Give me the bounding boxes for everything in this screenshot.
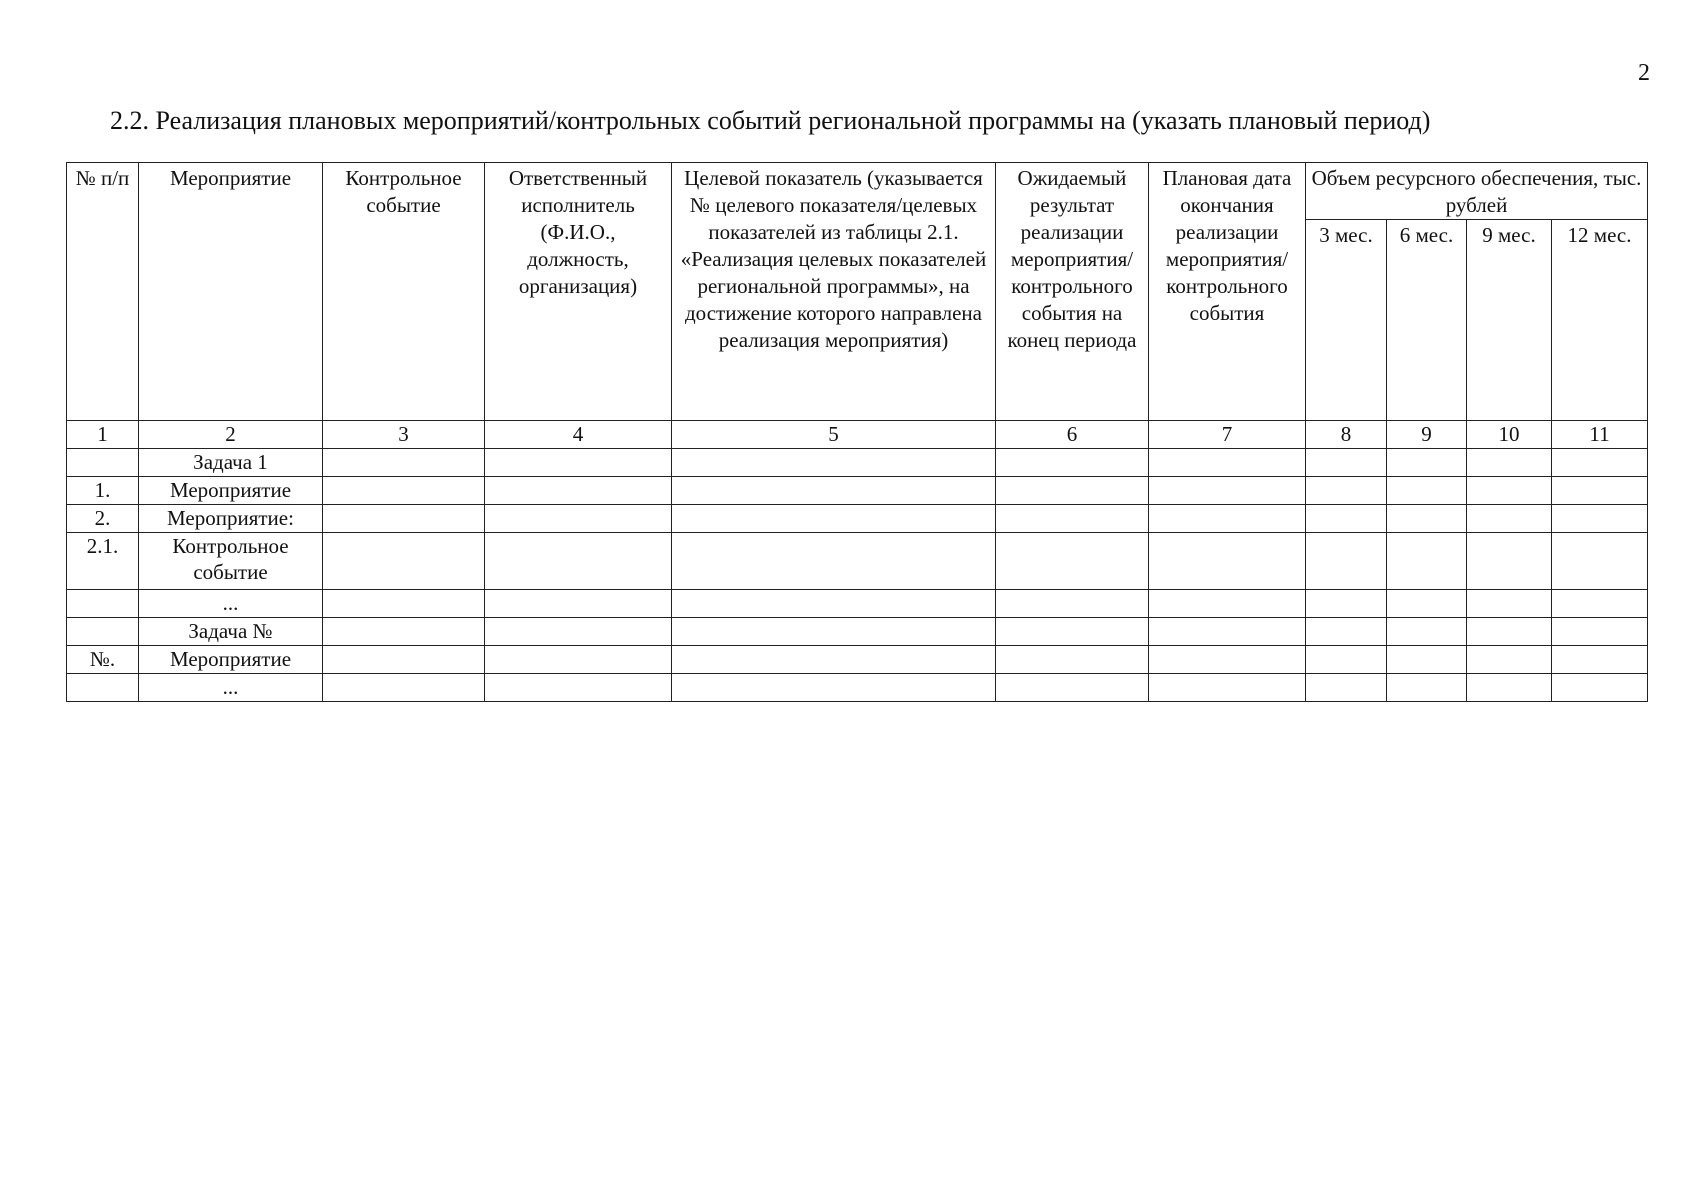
empty-cell: [485, 618, 672, 646]
empty-cell: [485, 477, 672, 505]
empty-cell: [485, 674, 672, 702]
empty-cell: [996, 477, 1149, 505]
row-name-cell: ...: [139, 674, 323, 702]
header-activity: Мероприятие: [139, 163, 323, 421]
column-number: 1: [67, 421, 139, 449]
header-responsible: Ответственный исполнитель (Ф.И.О., должность, организация): [485, 163, 672, 421]
empty-cell: [1149, 646, 1306, 674]
header-control-event: Контрольное событие: [323, 163, 485, 421]
empty-cell: [485, 505, 672, 533]
header-month-6: 6 мес.: [1387, 220, 1467, 421]
empty-cell: [1552, 477, 1648, 505]
empty-cell: [1149, 505, 1306, 533]
page-number: 2: [1638, 60, 1650, 86]
empty-cell: [1149, 477, 1306, 505]
row-name-cell: Задача №: [139, 618, 323, 646]
empty-cell: [485, 533, 672, 590]
empty-cell: [1552, 449, 1648, 477]
table-row: [67, 590, 1648, 618]
empty-cell: [1387, 618, 1467, 646]
header-num: № п/п: [67, 163, 139, 421]
empty-cell: [323, 646, 485, 674]
empty-cell: [672, 449, 996, 477]
table-row: [67, 477, 1648, 505]
empty-cell: [672, 477, 996, 505]
column-numbers-row: [67, 421, 1648, 449]
empty-cell: [1387, 674, 1467, 702]
row-name-cell: Мероприятие: [139, 477, 323, 505]
empty-cell: [1387, 449, 1467, 477]
column-number: 6: [996, 421, 1149, 449]
header-expected-result: Ожидаемый результат реализации мероприятия/контрольного события на конец периода: [996, 163, 1149, 421]
empty-cell: [1306, 449, 1387, 477]
empty-cell: [323, 533, 485, 590]
row-number-cell: 2.: [67, 505, 139, 533]
empty-cell: [1467, 533, 1552, 590]
empty-cell: [1467, 618, 1552, 646]
empty-cell: [1306, 674, 1387, 702]
header-resources: Объем ресурсного обеспечения, тыс. рублей: [1306, 163, 1648, 220]
column-number: 5: [672, 421, 996, 449]
empty-cell: [672, 533, 996, 590]
empty-cell: [1306, 533, 1387, 590]
empty-cell: [1387, 646, 1467, 674]
empty-cell: [1552, 646, 1648, 674]
table-body: [67, 449, 1648, 702]
empty-cell: [996, 646, 1149, 674]
empty-cell: [1306, 646, 1387, 674]
row-number-cell: 2.1.: [67, 533, 139, 590]
empty-cell: [672, 674, 996, 702]
empty-cell: [323, 590, 485, 618]
empty-cell: [1552, 618, 1648, 646]
empty-cell: [323, 674, 485, 702]
empty-cell: [1149, 449, 1306, 477]
row-number-cell: [67, 618, 139, 646]
table-row: [67, 674, 1648, 702]
empty-cell: [1306, 505, 1387, 533]
empty-cell: [996, 618, 1149, 646]
empty-cell: [1552, 590, 1648, 618]
header-target-indicator: Целевой показатель (указывается № целевого показателя/целевых показателей из таблицы 2.1. «Реализация целевых показателей региональной программы», на достижение которого направлена реализация мероприятия): [672, 163, 996, 421]
column-number: 9: [1387, 421, 1467, 449]
empty-cell: [485, 590, 672, 618]
empty-cell: [1306, 618, 1387, 646]
empty-cell: [996, 505, 1149, 533]
column-number: 11: [1552, 421, 1648, 449]
table-row: [67, 646, 1648, 674]
column-number: 10: [1467, 421, 1552, 449]
column-number: 8: [1306, 421, 1387, 449]
row-number-cell: 1.: [67, 477, 139, 505]
empty-cell: [1552, 674, 1648, 702]
row-number-cell: [67, 590, 139, 618]
table-row: [67, 449, 1648, 477]
table-row: [67, 618, 1648, 646]
empty-cell: [323, 505, 485, 533]
empty-cell: [1149, 618, 1306, 646]
empty-cell: [1387, 477, 1467, 505]
empty-cell: [323, 477, 485, 505]
empty-cell: [323, 618, 485, 646]
empty-cell: [996, 533, 1149, 590]
header-planned-date: Плановая дата окончания реализации мероприятия/контрольного события: [1149, 163, 1306, 421]
row-number-cell: №.: [67, 646, 139, 674]
table-row: [67, 505, 1648, 533]
plan-table: [66, 162, 1648, 702]
empty-cell: [1387, 533, 1467, 590]
empty-cell: [1467, 646, 1552, 674]
empty-cell: [672, 590, 996, 618]
empty-cell: [485, 449, 672, 477]
column-number: 2: [139, 421, 323, 449]
empty-cell: [1149, 674, 1306, 702]
empty-cell: [1552, 533, 1648, 590]
row-name-cell: Мероприятие: [139, 646, 323, 674]
header-month-12: 12 мес.: [1552, 220, 1648, 421]
empty-cell: [323, 449, 485, 477]
row-number-cell: [67, 674, 139, 702]
empty-cell: [1149, 533, 1306, 590]
row-name-cell: ...: [139, 590, 323, 618]
empty-cell: [485, 646, 672, 674]
empty-cell: [1467, 674, 1552, 702]
row-name-cell: Мероприятие:: [139, 505, 323, 533]
empty-cell: [672, 618, 996, 646]
header-month-3: 3 мес.: [1306, 220, 1387, 421]
empty-cell: [1467, 505, 1552, 533]
empty-cell: [1467, 590, 1552, 618]
column-number: 4: [485, 421, 672, 449]
table-row: [67, 533, 1648, 590]
empty-cell: [1467, 449, 1552, 477]
empty-cell: [672, 505, 996, 533]
column-number: 7: [1149, 421, 1306, 449]
empty-cell: [1149, 590, 1306, 618]
row-name-cell: Контрольное событие: [139, 533, 323, 590]
empty-cell: [1387, 505, 1467, 533]
empty-cell: [1467, 477, 1552, 505]
empty-cell: [996, 449, 1149, 477]
empty-cell: [996, 674, 1149, 702]
row-number-cell: [67, 449, 139, 477]
table-header-row: [67, 163, 1648, 220]
empty-cell: [996, 590, 1149, 618]
empty-cell: [1552, 505, 1648, 533]
header-month-9: 9 мес.: [1467, 220, 1552, 421]
empty-cell: [1387, 590, 1467, 618]
empty-cell: [1306, 477, 1387, 505]
section-title: 2.2. Реализация плановых мероприятий/контрольных событий региональной программы на (указать плановый период): [110, 106, 1431, 135]
empty-cell: [1306, 590, 1387, 618]
empty-cell: [672, 646, 996, 674]
column-number: 3: [323, 421, 485, 449]
row-name-cell: Задача 1: [139, 449, 323, 477]
